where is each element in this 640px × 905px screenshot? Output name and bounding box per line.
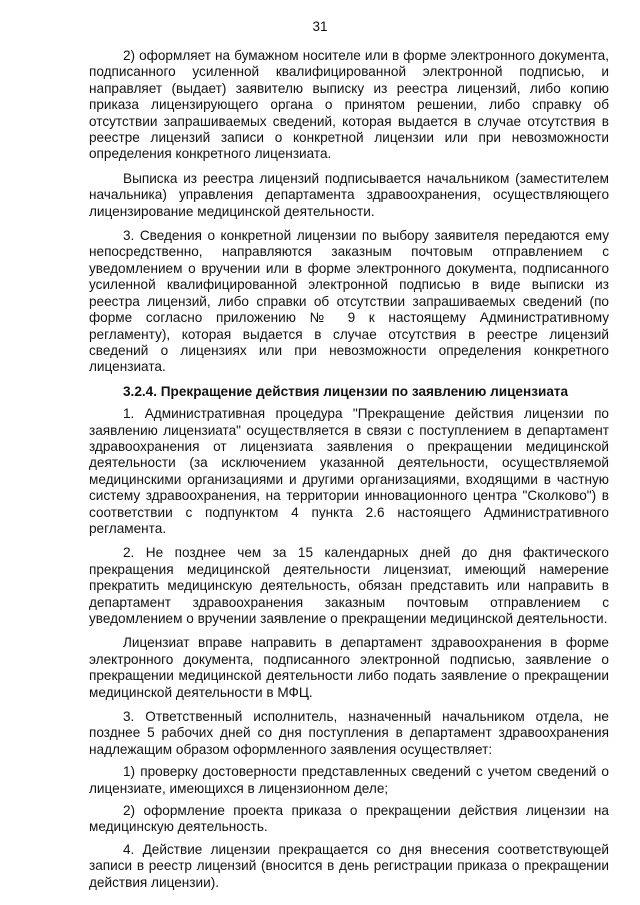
paragraph-draft-order: 2) оформление проекта приказа о прекращении действия лицензии на медицинскую деятельность. bbox=[89, 803, 609, 835]
paragraph-license-info-delivery: 3. Сведения о конкретной лицензии по выбору заявителя передаются ему непосредственно, направляются заказным почтовым отправлением с уведомлением о вручении или в форме электронного документа, подписанного усиленной квалифицированной электронной подписью в виде выписки из реестра лицензий, либо справки об отсутствии запрашиваемых сведений (по форме согласно приложению № 9 к настоящему Административному регламенту), которая выдается в случае отсутствия в реестре лицензий сведений о лицензиях или при невозможности определения конкретного лицензиата. bbox=[89, 228, 609, 375]
paragraph-notice-deadline: 2. Не позднее чем за 15 календарных дней до дня фактического прекращения медицинской деятельности лицензиат, имеющий намерение прекратить медицинскую деятельность, обязан представить или направить в департамент здравоохранения заказным почтовым отправлением с уведомлением о вручении заявление о прекращении медицинской деятельности. bbox=[89, 545, 609, 626]
page-number: 31 bbox=[312, 19, 328, 34]
document-body bbox=[89, 48, 609, 891]
paragraph-termination-effective: 4. Действие лицензии прекращается со дня внесения соответствующей записи в реестр лицензий (вносится в день регистрации приказа о прекращении действия лицензии). bbox=[89, 841, 609, 890]
paragraph-electronic-submission: Лицензиат вправе направить в департамент здравоохранения в форме электронного документа, подписанного электронной подписью, заявление о прекращении медицинской деятельности либо подать заявление о прекращении медицинской деятельности в МФЦ. bbox=[89, 635, 609, 700]
paragraph-verification: 1) проверку достоверности представленных сведений с учетом сведений о лицензиате, имеющихся в лицензионном деле; bbox=[89, 764, 609, 796]
paragraph-responsible-executor: 3. Ответственный исполнитель, назначенный начальником отдела, не позднее 5 рабочих дней со дня поступления в департамент здравоохранения надлежащим образом оформленного заявления осуществляет: bbox=[89, 709, 609, 757]
paragraph-issue-extract: 2) оформляет на бумажном носителе или в форме электронного документа, подписанного усиленной квалифицированной электронной подписью, и направляет (выдает) заявителю выписку из реестра лицензий, либо копию приказа лицензирующего органа о принятом решении, либо справку об отсутствии запрашиваемых сведений, которая выдается в случае отсутствия в реестре лицензий записи о конкретной лицензии или при невозможности определения конкретного лицензиата. bbox=[89, 48, 609, 162]
section-heading: 3.2.4. Прекращение действия лицензии по заявлению лицензиата bbox=[123, 383, 569, 399]
paragraph-procedure-basis: 1. Административная процедура "Прекращение действия лицензии по заявлению лицензиата" осуществляется в связи с поступлением в департамент здравоохранения от лицензиата заявления о прекращении медицинской деятельности (за исключением указанной деятельности, осуществляемой медицинскими организациями и другими организациями, входящими в частную систему здравоохранения, на территории инновационного центра "Сколково") в соответствии с подпунктом 4 пункта 2.6 настоящего Административного регламента. bbox=[89, 406, 609, 536]
paragraph-extract-signature: Выписка из реестра лицензий подписывается начальником (заместителем начальника) управления департамента здравоохранения, осуществляющего лицензирование медицинской деятельности. bbox=[89, 170, 609, 219]
